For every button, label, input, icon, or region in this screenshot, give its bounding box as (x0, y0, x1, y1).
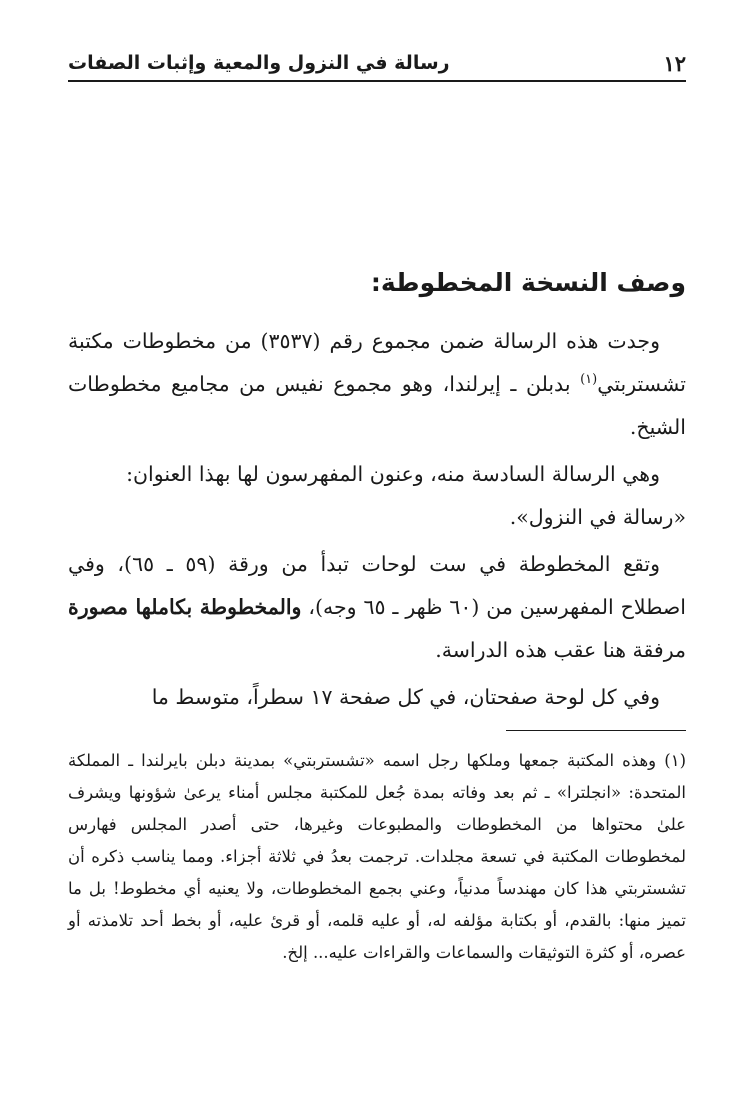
running-title: رسالة في النزول والمعية وإثبات الصفات (68, 52, 450, 74)
body-text (68, 320, 686, 719)
paragraph-2-title: «رسالة في النزول». (509, 505, 686, 529)
page-header (68, 46, 686, 82)
paragraph-4: وفي كل لوحة صفحتان، في كل صفحة ١٧ سطراً، متوسط ما (151, 685, 660, 709)
footnote: (١) وهذه المكتبة جمعها وملكها رجل اسمه «تشستربتي» بمدينة دبلن بايرلندا ـ المملكة المتحدة: «انجلترا» ـ ثم بعد وفاته بمدة جُعل للمكتبة مجلس أمناء يرعىٰ شؤونها ويشرف علىٰ محتواها من المخطوطات والمطبوعات وغيرها، حتى أصدر المجلس فهارس لمخطوطات المكتبة في تسعة مجلدات. ترجمت بعدُ في ثلاثة أجزاء. ومما يناسب ذكره أن تشستربتي هذا كان مهندساً مدنياً، وعني بجمع المخطوطات، ولا يعنيه أي مخطوط! بل ما تميز منها: بالقدم، أو بكتابة مؤلفه له، أو عليه قلمه، أو قرئ عليه، أو بخط أحد تلامذته أو عصره، أو كثرة التوثيقات والسماعات والقراءات عليه... إلخ. (68, 751, 686, 962)
paragraph-3 (68, 543, 686, 672)
paragraph-1-text-a: وجدت هذه الرسالة ضمن مجموع رقم (٣٥٣٧) من مخطوطات مكتبة تشستربتي (68, 329, 686, 396)
paragraph-3-bold-text: والمخطوطة بكاملها مصورة (68, 595, 302, 619)
paragraph-3-text: وتقع المخطوطة في ست لوحات تبدأ من ورقة (٥٩ ـ ٦٥)، وفي اصطلاح المفهرسين من (٦٠ ظهر ـ ٦٥ وجه)، (68, 552, 686, 619)
paragraph-2: وهي الرسالة السادسة منه، وعنون المفهرسون لها بهذا العنوان: (126, 462, 660, 486)
paragraph-1 (68, 320, 686, 449)
paragraph-3-text-end: مرفقة هنا عقب هذه الدراسة. (435, 638, 686, 662)
footnote-reference: (١) (580, 372, 598, 388)
paragraph-1-text-b: بدبلن ـ إيرلندا، وهو مجموع نفيس من مجاميع مخطوطات الشيخ. (68, 372, 686, 439)
section-heading: وصف النسخة المخطوطة: (370, 268, 686, 297)
page-number: ١٢ (663, 50, 686, 76)
footnote-divider (506, 730, 686, 731)
